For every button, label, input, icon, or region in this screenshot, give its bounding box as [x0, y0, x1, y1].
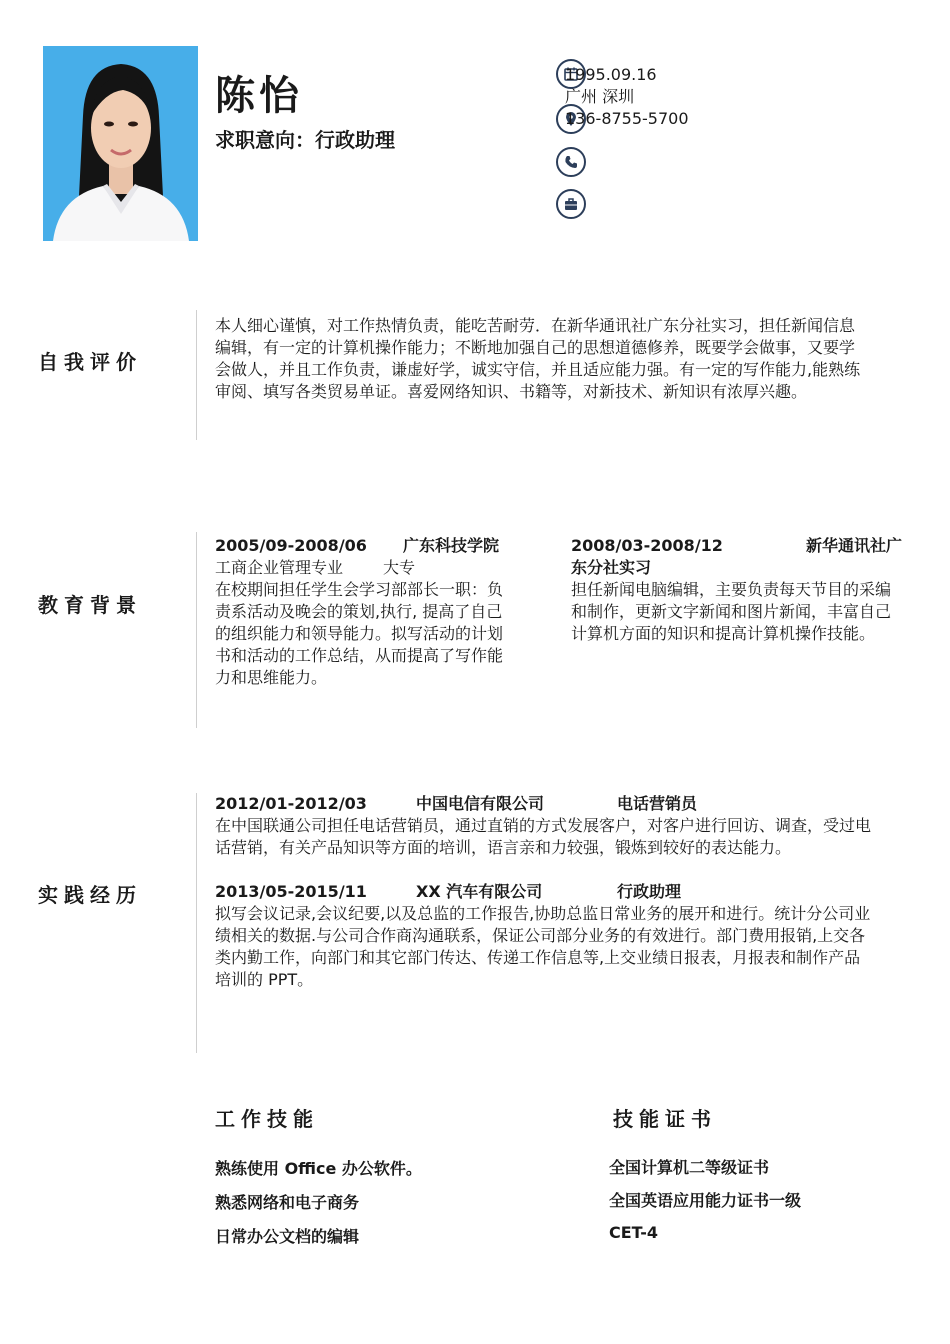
education-title: 教育背景 — [38, 593, 142, 617]
skill-item: 熟悉网络和电子商务 — [215, 1193, 360, 1212]
practice-desc — [215, 815, 915, 859]
job-intent-label: 求职意向： — [215, 128, 315, 152]
practice-role: 行政助理 — [617, 882, 682, 901]
self-eval-title: 自我评价 — [38, 350, 142, 374]
text-line: 编辑，有一定的计算机操作能力；不断地加强自己的思想道德修养，既要学会做事，又要学 — [215, 338, 856, 357]
section-divider — [196, 793, 197, 1053]
skill-item: 日常办公文档的编辑 — [215, 1227, 360, 1246]
profile-photo — [43, 46, 198, 241]
text-line: 拟写会议记录,会议纪要,以及总监的工作报告,协助总监日常业务的展开和进行。统计分公司业 — [215, 904, 871, 923]
location-text: 广州 深圳 — [565, 87, 635, 106]
text-line: 担任新闻电脑编辑，主要负责每天节目的采编 — [571, 580, 892, 599]
text-line: 和制作，更新文字新闻和图片新闻，丰富自己 — [571, 602, 892, 621]
edu-date-right: 2008/03-2008/12 — [571, 536, 723, 555]
candidate-name: 陈怡 — [215, 73, 303, 119]
briefcase-icon — [556, 189, 586, 219]
text-line: 绩相关的数据.与公司合作商沟通联系，保证公司部分业务的有效进行。部门费用报销,上交各 — [215, 926, 866, 945]
cert-item: 全国计算机二等级证书 — [609, 1158, 770, 1177]
text-line: 会做人，并且工作负责，谦虚好学，诚实守信，并且适应能力强。有一定的写作能力,能熟练 — [215, 360, 861, 379]
text-line: 责系活动及晚会的策划,执行, 提高了自己 — [215, 602, 503, 621]
cert-item: 全国英语应用能力证书一级 — [609, 1191, 802, 1210]
birth-date: 1995.09.16 — [565, 65, 657, 84]
portrait-image — [43, 46, 198, 241]
edu-left-desc — [215, 579, 535, 689]
certs-title: 技能证书 — [613, 1107, 717, 1131]
practice-company: 中国电信有限公司 — [416, 794, 545, 813]
text-line: 的组织能力和领导能力。拟写活动的计划 — [215, 624, 504, 643]
practice-role: 电话营销员 — [617, 794, 698, 813]
practice-title: 实践经历 — [38, 883, 142, 907]
section-divider — [196, 310, 197, 440]
edu-degree: 大专 — [383, 558, 416, 577]
edu-school: 广东科技学院 — [403, 536, 500, 555]
text-line: 书和活动的工作总结，从而提高了写作能 — [215, 646, 504, 665]
edu-org-line1: 新华通讯社广 — [806, 536, 903, 555]
self-eval-text — [215, 315, 915, 403]
cert-item: CET-4 — [609, 1223, 659, 1242]
phone-icon — [556, 147, 586, 177]
edu-date-left: 2005/09-2008/06 — [215, 536, 367, 555]
text-line: 计算机方面的知识和提高计算机操作技能。 — [571, 624, 876, 643]
skills-title: 工作技能 — [215, 1107, 319, 1131]
text-line: 在校期间担任学生会学习部部长一职：负 — [215, 580, 504, 599]
practice-company: XX 汽车有限公司 — [416, 882, 543, 901]
practice-date: 2013/05-2015/11 — [215, 882, 367, 901]
text-line: 话营销，有关产品知识等方面的培训，语言亲和力较强，锻炼到较好的表达能力。 — [215, 838, 792, 857]
edu-right-desc — [571, 579, 921, 645]
text-line: 审阅、填写各类贸易单证。喜爱网络知识、书籍等，对新技术、新知识有浓厚兴趣。 — [215, 382, 808, 401]
text-line: 类内勤工作，向部门和其它部门传达、传递工作信息等,上交业绩日报表，月报表和制作产品 — [215, 948, 861, 967]
phone-number: 136-8755-5700 — [565, 109, 689, 128]
skill-item: 熟练使用 Office 办公软件。 — [215, 1159, 422, 1178]
text-line: 在中国联通公司担任电话营销员，通过直销的方式发展客户，对客户进行回访、调查，受过电 — [215, 816, 872, 835]
edu-org-line2: 东分社实习 — [571, 558, 652, 577]
text-line: 培训的 PPT。 — [215, 970, 314, 989]
practice-date: 2012/01-2012/03 — [215, 794, 367, 813]
practice-desc — [215, 903, 915, 991]
text-line: 力和思维能力。 — [215, 668, 328, 687]
job-intent — [215, 126, 395, 154]
edu-major: 工商企业管理专业 — [215, 558, 344, 577]
text-line: 本人细心谨慎，对工作热情负责，能吃苦耐劳．在新华通讯社广东分社实习，担任新闻信息 — [215, 316, 856, 335]
section-divider — [196, 532, 197, 728]
job-intent-value: 行政助理 — [315, 128, 395, 152]
